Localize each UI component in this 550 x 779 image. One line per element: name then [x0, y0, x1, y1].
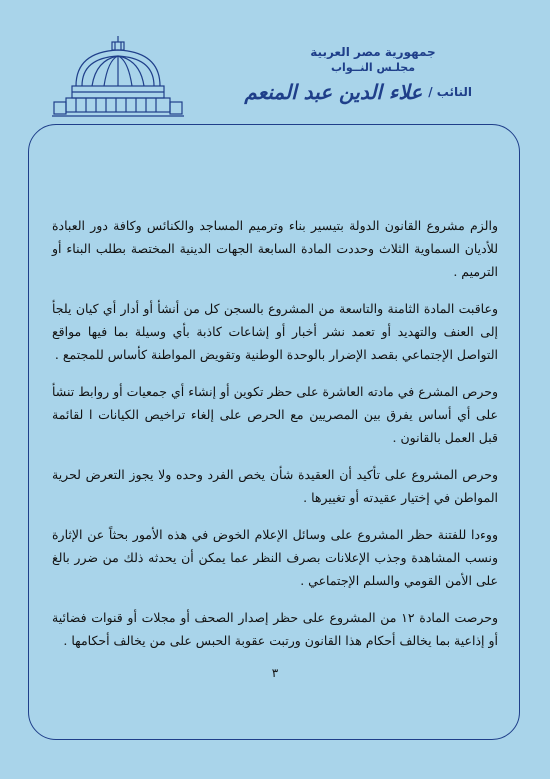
house-of-representatives: مجلـس النــواب	[331, 61, 415, 74]
page-number: ٣	[271, 666, 279, 680]
paragraph: وحرصت المادة ١٢ من المشروع على حظر إصدار الصحف أو مجلات أو قنوات فضائية أو إذاعية بما يخالف أحكام هذا القانون ورتبت عقوبة الحبس على من يخالف أحكامها .	[52, 610, 498, 648]
deputy-title: النائب /	[428, 85, 472, 99]
paragraph: وحرص المشرع في مادته العاشرة على حظر تكوين أو إنشاء أي جمعيات أو روابط تنشأ على أي أساس يفرق بين المصريين مع الحرص على إلغاء تراخيص الكيانات ا لقائمة قبل العمل بالقانون .	[52, 384, 498, 445]
deputy-name: علاء الدين عبد المنعم	[244, 80, 423, 104]
institution-header	[288, 44, 458, 76]
paragraph: وحرص المشروع على تأكيد أن العقيدة شأن يخص الفرد وحده ولا يجوز التعرض لحرية المواطن في إختيار عقيدته أو تغييرها .	[52, 467, 498, 505]
paragraph: ووءدا للفتنة حظر المشروع على وسائل الإعلام الخوض في هذه الأمور بحثاً عن الإثارة ونسب المشاهدة وجذب الإعلانات بصرف النظر عما يمكن أن يحدثه ذلك من ضرر بالغ على الأمن القومي والسلم الإجتماعي .	[52, 527, 498, 588]
paragraph: وعاقبت المادة الثامنة والتاسعة من المشروع بالسجن كل من أنشأ أو أدار أي كيان يلجأ إلى العنف والتهديد أو تعمد نشر أخبار أو إشاعات كاذبة بأي وسيلة بما فيها مواقع التواصل الإجتماعي بقصد الإضرار بالوحدة الوطنية وتقويض المواطنة كأساس للمجتمع .	[52, 301, 498, 362]
deputy-signature-line	[244, 80, 472, 104]
republic-name: جمهورية مصر العربية	[310, 45, 436, 59]
paragraph: والزم مشروع القانون الدولة بتيسير بناء وترميم المساجد والكنائس وكافة دور العبادة للأديان السماوية الثلاث وحددت المادة السابعة الجهات الدينية المختصة بطلب البناء أو الترميم .	[52, 218, 498, 279]
letter-body	[52, 214, 498, 666]
parliament-dome-icon	[52, 34, 184, 120]
